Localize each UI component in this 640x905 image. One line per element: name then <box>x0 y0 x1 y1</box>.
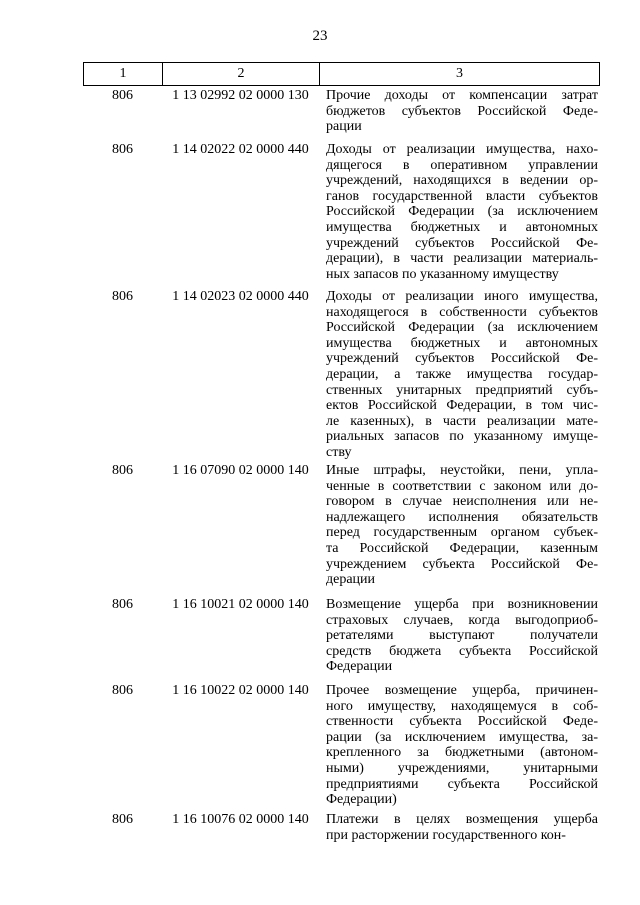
description-line: учреждений, находящихся в ведении ор- <box>326 173 598 189</box>
description-line: дерации), в части реализации материаль- <box>326 251 598 267</box>
description-line: рации <box>326 119 362 135</box>
admin-code-cell: 806 <box>112 289 133 304</box>
description-line: дерации, а также имущества государ- <box>326 366 598 382</box>
revenue-code-cell: 1 16 10021 02 0000 140 <box>172 597 309 612</box>
description-line: Доходы от реализации имущества, нахо- <box>326 142 598 157</box>
description-line: ганов государственной власти субъектов <box>326 188 598 204</box>
table-header <box>83 62 600 86</box>
description-line: рации (за исключением имущества, за- <box>326 729 598 745</box>
description-line: Возмещение ущерба при возникновении <box>326 597 598 612</box>
description-line: Федерации) <box>326 792 397 808</box>
description-line: средств бюджета субъекта Российской <box>326 643 598 659</box>
description-line: ных запасов по указанному имуществу <box>326 266 559 282</box>
description-line: Российской Федерации (за исключением <box>326 204 598 220</box>
description-cell <box>326 597 598 675</box>
admin-code-cell: 806 <box>112 463 133 478</box>
revenue-code-cell: 1 16 07090 02 0000 140 <box>172 463 309 478</box>
header-col-3: 3 <box>456 66 463 81</box>
revenue-code-cell: 1 14 02022 02 0000 440 <box>172 142 309 157</box>
description-line: ственности субъекта Российской Феде- <box>326 714 598 730</box>
description-line: ственных унитарных предприятий субъ- <box>326 382 598 398</box>
description-line: перед государственным органом субъек- <box>326 525 598 541</box>
admin-code-cell: 806 <box>112 683 133 698</box>
description-line: говором в случае неисполнения или не- <box>326 494 598 510</box>
header-col-2: 2 <box>163 63 320 85</box>
description-line: страховых случаев, когда выгодоприоб- <box>326 612 598 628</box>
description-line: находящегося в собственности субъектов <box>326 304 598 320</box>
description-line: ными) учреждениями, унитарными <box>326 760 598 776</box>
description-line: имущества бюджетных и автономных <box>326 219 598 235</box>
description-cell <box>326 142 598 282</box>
revenue-code-cell: 1 16 10076 02 0000 140 <box>172 812 309 827</box>
description-line: дящегося в оперативном управлении <box>326 157 598 173</box>
revenue-code-cell: 1 14 02023 02 0000 440 <box>172 289 309 304</box>
admin-code-cell: 806 <box>112 597 133 612</box>
description-cell <box>326 683 598 808</box>
revenue-code-cell: 1 16 10022 02 0000 140 <box>172 683 309 698</box>
page-number: 23 <box>312 28 328 44</box>
description-line: ектов Российской Федерации, в том чис- <box>326 398 598 414</box>
description-line: Прочие доходы от компенсации затрат <box>326 88 598 103</box>
description-line: учреждений субъектов Российской Фе- <box>326 235 598 251</box>
description-line: Доходы от реализации иного имущества, <box>326 289 598 304</box>
description-cell <box>326 463 598 588</box>
description-line: при расторжении государственного кон- <box>326 827 566 843</box>
description-line: учреждений субъектов Российской Фе- <box>326 351 598 367</box>
description-line: учреждением субъекта Российской Фе- <box>326 556 598 572</box>
description-line: риальных запасов по указанному имуще- <box>326 429 598 445</box>
description-cell <box>326 812 598 843</box>
description-cell <box>326 88 598 135</box>
admin-code-cell: 806 <box>112 812 133 827</box>
description-line: та Российской Федерации, казенным <box>326 540 598 556</box>
description-line: крепленного за бюджетными (автоном- <box>326 745 598 761</box>
description-line: ле казенных), в части реализации мате- <box>326 413 598 429</box>
description-line: Иные штрафы, неустойки, пени, упла- <box>326 463 598 478</box>
description-line: дерации <box>326 572 376 588</box>
description-line: Прочее возмещение ущерба, причинен- <box>326 683 598 698</box>
description-line: ству <box>326 444 352 460</box>
description-cell <box>326 289 598 461</box>
description-line: имущества бюджетных и автономных <box>326 335 598 351</box>
description-line: бюджетов субъектов Российской Феде- <box>326 103 598 119</box>
description-line: Платежи в целях возмещения ущерба <box>326 812 598 827</box>
admin-code-cell: 806 <box>112 88 133 103</box>
header-col-1: 1 <box>84 63 163 85</box>
description-line: ретателями выступают получатели <box>326 628 598 644</box>
description-line: предприятиями субъекта Российской <box>326 776 598 792</box>
description-line: Российской Федерации (за исключением <box>326 320 598 336</box>
description-line: ного имуществу, находящемуся в соб- <box>326 698 598 714</box>
admin-code-cell: 806 <box>112 142 133 157</box>
description-line: ченные в соответствии с законом или до- <box>326 478 598 494</box>
revenue-code-cell: 1 13 02992 02 0000 130 <box>172 88 309 103</box>
description-line: надлежащего исполнения обязательств <box>326 509 598 525</box>
description-line: Федерации <box>326 659 393 675</box>
